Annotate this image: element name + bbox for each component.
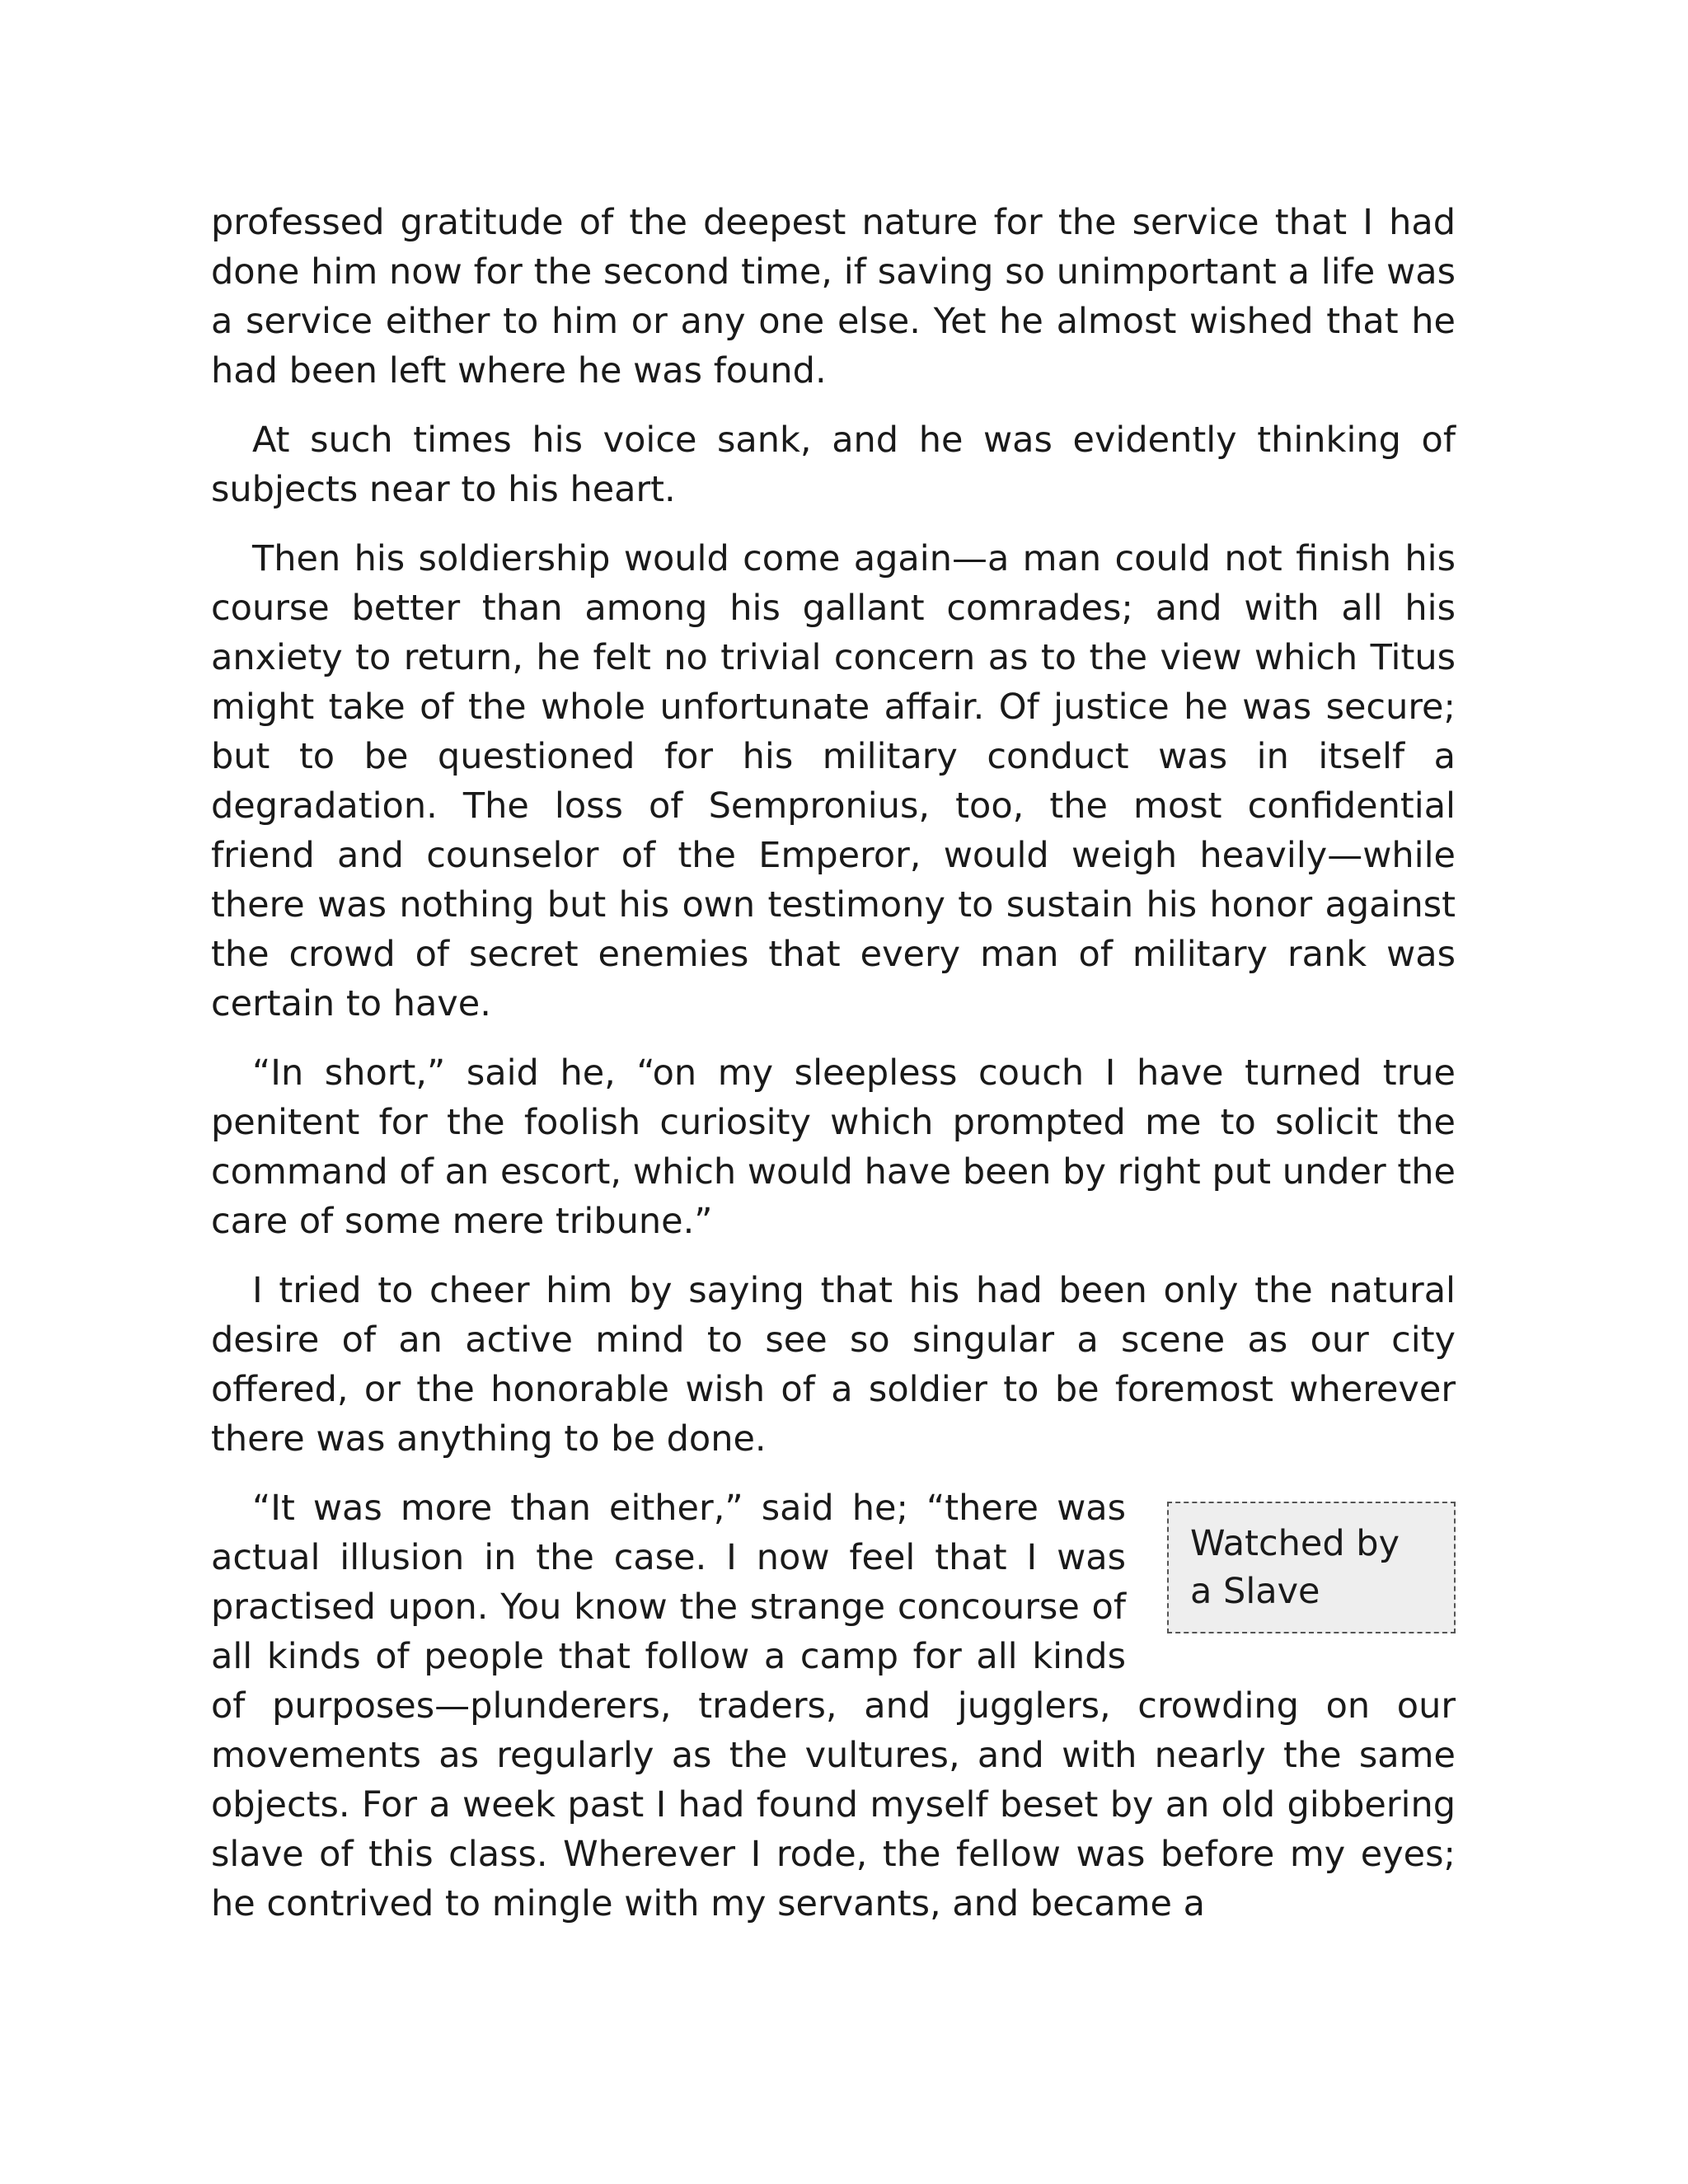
paragraph-4: “In short,” said he, “on my sleepless couch I have turned true penitent for the foolish curiosity which prompted me to solicit the command of an escort, which would have been by right put under the care of some mere tribune.” [211,1052,1456,1242]
sidenote-box: Watched by a Slave [1167,1502,1456,1633]
document-page [211,198,1456,1948]
paragraph-6: “It was more than either,” said he; “there was actual illusion in the case. I now feel that I was practised upon. You know the strange concourse of all kinds of people that follow a camp for all kinds of purposes—plunderers, traders, and jugglers, crowding on our movements as regularly as the vultures, and with nearly the same objects. For a week past I had found myself beset by an old gibbering slave of this class. Wherever I rode, the fellow was before my eyes; he contrived to mingle with my servants, and became a [211,1488,1456,1924]
paragraph-5: I tried to cheer him by saying that his had been only the natural desire of an active mind to see so singular a scene as our city offered, or the honorable wish of a soldier to be foremost wherever there was anything to be done. [211,1270,1456,1460]
paragraph-2: At such times his voice sank, and he was evidently thinking of subjects near to his heart. [211,419,1456,510]
paragraph-1: professed gratitude of the deepest nature for the service that I had done him now for the second time, if saving so unimportant a life was a service either to him or any one else. Yet he almost wished that he had been left where he was found. [211,202,1456,391]
paragraph-3: Then his soldiership would come again—a man could not finish his course better than among his gallant comrades; and with all his anxiety to return, he felt no trivial concern as to the view which Titus might take of the whole unfortunate affair. Of justice he was secure; but to be questioned for his military conduct was in itself a degradation. The loss of Sempronius, too, the most confidential friend and counselor of the Emperor, would weigh heavily—while there was nothing but his own testimony to sustain his honor against the crowd of secret enemies that every man of military rank was certain to have. [211,538,1456,1024]
